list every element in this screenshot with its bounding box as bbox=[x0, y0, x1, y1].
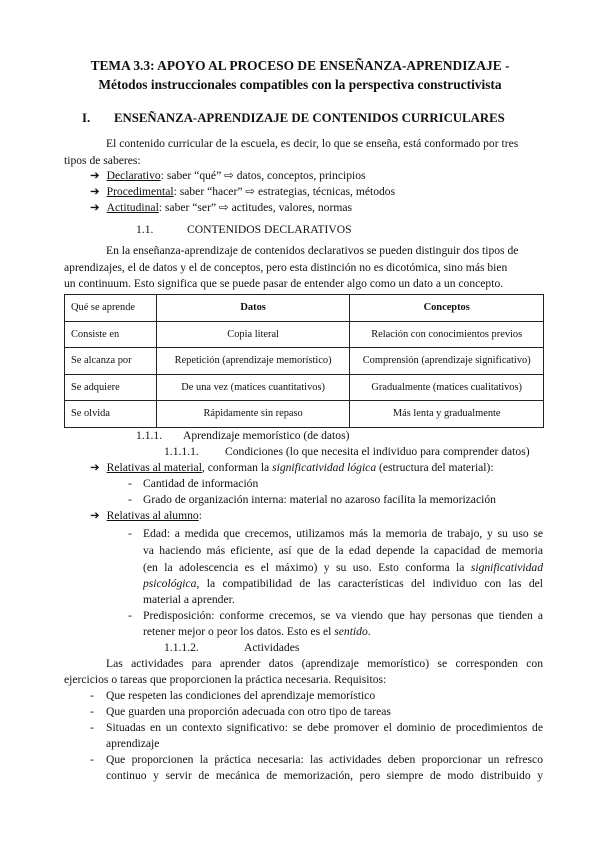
arrow-icon: ➔ bbox=[90, 461, 100, 474]
table-cell: Relación con conocimientos previos bbox=[350, 321, 544, 348]
paragraph-line: El contenido curricular de la escuela, es decir, lo que se enseña, está conformado por tres bbox=[106, 137, 519, 150]
table-cell: De una vez (matices cuantitativos) bbox=[156, 374, 350, 401]
table-row bbox=[65, 401, 544, 428]
list-item: Situadas en un contexto significativo: se debe promover el dominio de procedimientos de bbox=[106, 721, 543, 734]
arrow-icon: ➔ bbox=[90, 169, 100, 182]
comparison-table bbox=[64, 294, 544, 428]
paragraph-line: un continuum. Esto significa que se puede pasar de entender algo como un dato a un concepto. bbox=[64, 277, 504, 290]
table-cell: Consiste en bbox=[65, 321, 157, 348]
table-cell: Rápidamente sin repaso bbox=[156, 401, 350, 428]
paragraph-line: ejercicios o tareas que proporcionen la práctica necesaria. Requisitos: bbox=[64, 673, 387, 686]
arrow-icon: ➔ bbox=[90, 509, 100, 522]
arrow-icon: ➔ bbox=[90, 185, 100, 198]
table-header-cell: Conceptos bbox=[350, 295, 544, 322]
italic-run: significatividad bbox=[470, 561, 543, 574]
table-cell: Gradualmente (matices cualitativos) bbox=[350, 374, 544, 401]
bullet-term: Actitudinal bbox=[106, 201, 159, 214]
dash-marker: - bbox=[128, 609, 132, 622]
table-cell: Copia literal bbox=[156, 321, 350, 348]
bullet-text: , conforman la bbox=[201, 461, 273, 474]
bullet-item bbox=[90, 170, 366, 182]
dash-marker: - bbox=[128, 477, 132, 490]
italic-run: psicológica bbox=[143, 577, 197, 590]
bullet-term: Relativas al material bbox=[106, 461, 202, 474]
bullet-item bbox=[90, 462, 494, 474]
italic-run: sentido bbox=[334, 625, 368, 638]
table-row bbox=[65, 321, 544, 348]
bullet-item bbox=[90, 510, 202, 522]
dash-marker: - bbox=[90, 705, 94, 718]
arrow-icon: ➔ bbox=[90, 201, 100, 214]
paragraph-line: material a aprender. bbox=[143, 593, 235, 606]
table-header-cell: Qué se aprende bbox=[65, 295, 157, 322]
document-title: TEMA 3.3: APOYO AL PROCESO DE ENSEÑANZA-APRENDIZAJE - bbox=[90, 58, 510, 73]
text-run: retener mejor o peor los datos. Esto es el bbox=[143, 625, 335, 638]
bullet-text: : saber “hacer” ⇨ estrategias, técnicas, métodos bbox=[173, 185, 396, 198]
bullet-item bbox=[90, 202, 352, 214]
list-item: Que proporcionen la práctica necesaria: las actividades deben proporcionar un refresco bbox=[106, 753, 543, 766]
table-row bbox=[65, 374, 544, 401]
text-run: (en la adolescencia es el máximo) y su uso. Esto conforma la bbox=[143, 561, 465, 574]
bullet-text: : saber “qué” ⇨ datos, conceptos, principios bbox=[160, 169, 366, 182]
table-cell: Comprensión (aprendizaje significativo) bbox=[350, 348, 544, 375]
subsection-heading: CONTENIDOS DECLARATIVOS bbox=[187, 223, 352, 236]
dash-marker: - bbox=[128, 493, 132, 506]
dash-marker: - bbox=[128, 527, 132, 540]
list-item: Que respeten las condiciones del aprendizaje memorístico bbox=[106, 689, 376, 702]
paragraph-line: Predisposición: conforme crecemos, se va viendo que hay personas que tienden a bbox=[143, 609, 543, 622]
bullet-term: Declarativo bbox=[106, 169, 161, 182]
subsection-heading: Aprendizaje memorístico (de datos) bbox=[183, 429, 350, 442]
bullet-term: Procedimental bbox=[106, 185, 174, 198]
table-cell: Se adquiere bbox=[65, 374, 157, 401]
paragraph-line bbox=[143, 578, 543, 590]
subsection-number: 1.1. bbox=[136, 223, 154, 236]
section-number: I. bbox=[82, 111, 91, 125]
paragraph-line: Edad: a medida que crecemos, utilizamos más la memoria de trabajo, y su uso se bbox=[143, 527, 543, 540]
subsection-heading: Condiciones (lo que necesita el individuo para comprender datos) bbox=[225, 445, 530, 458]
paragraph-line: va haciendo más eficiente, así que de la edad depende la capacidad de memoria bbox=[143, 544, 543, 557]
table-header-cell: Datos bbox=[156, 295, 350, 322]
table-cell: Se alcanza por bbox=[65, 348, 157, 375]
section-heading: ENSEÑANZA-APRENDIZAJE DE CONTENIDOS CURRICULARES bbox=[114, 111, 505, 125]
table-cell: Se olvida bbox=[65, 401, 157, 428]
text-run: . bbox=[367, 625, 371, 638]
paragraph-line: tipos de saberes: bbox=[64, 154, 141, 167]
table-cell: Más lenta y gradualmente bbox=[350, 401, 544, 428]
paragraph-line: En la enseñanza-aprendizaje de contenidos declarativos se pueden distinguir dos tipos de bbox=[106, 244, 519, 257]
table-cell: Repetición (aprendizaje memorístico) bbox=[156, 348, 350, 375]
bullet-term: Relativas al alumno bbox=[106, 509, 199, 522]
dash-marker: - bbox=[90, 689, 94, 702]
table-header-row bbox=[65, 295, 544, 322]
bullet-italic: significatividad lógica bbox=[272, 461, 377, 474]
bullet-text: : bbox=[198, 509, 202, 522]
list-item: Cantidad de información bbox=[143, 477, 259, 490]
bullet-text: : saber “ser” ⇨ actitudes, valores, normas bbox=[158, 201, 353, 214]
subsection-number: 1.1.1. bbox=[136, 429, 163, 442]
paragraph-line: aprendizajes, el de datos y el de conceptos, pero esta distinción no es dicotómica, sino más bien bbox=[64, 261, 508, 274]
paragraph-line: Las actividades para aprender datos (aprendizaje memorístico) se corresponden con bbox=[106, 657, 543, 670]
paragraph-line bbox=[143, 562, 543, 574]
list-item: continuo y servir de mecánica de memorización, pero siempre de modo distribuido y bbox=[106, 769, 543, 782]
list-item: Que guarden una proporción adecuada con otro tipo de tareas bbox=[106, 705, 391, 718]
list-item: Grado de organización interna: material no azaroso facilita la memorización bbox=[143, 493, 496, 506]
dash-marker: - bbox=[90, 721, 94, 734]
document-subtitle: Métodos instruccionales compatibles con la perspectiva constructivista bbox=[98, 77, 502, 92]
table-row bbox=[65, 348, 544, 375]
text-run: , la compatibilidad de las características del individuo con las del bbox=[196, 577, 543, 590]
paragraph-line bbox=[143, 626, 371, 638]
subsection-number: 1.1.1.2. bbox=[164, 641, 199, 654]
bullet-item bbox=[90, 186, 395, 198]
dash-marker: - bbox=[90, 753, 94, 766]
subsection-heading: Actividades bbox=[244, 641, 300, 654]
list-item: aprendizaje bbox=[106, 737, 160, 750]
bullet-text: (estructura del material): bbox=[376, 461, 494, 474]
subsection-number: 1.1.1.1. bbox=[164, 445, 199, 458]
